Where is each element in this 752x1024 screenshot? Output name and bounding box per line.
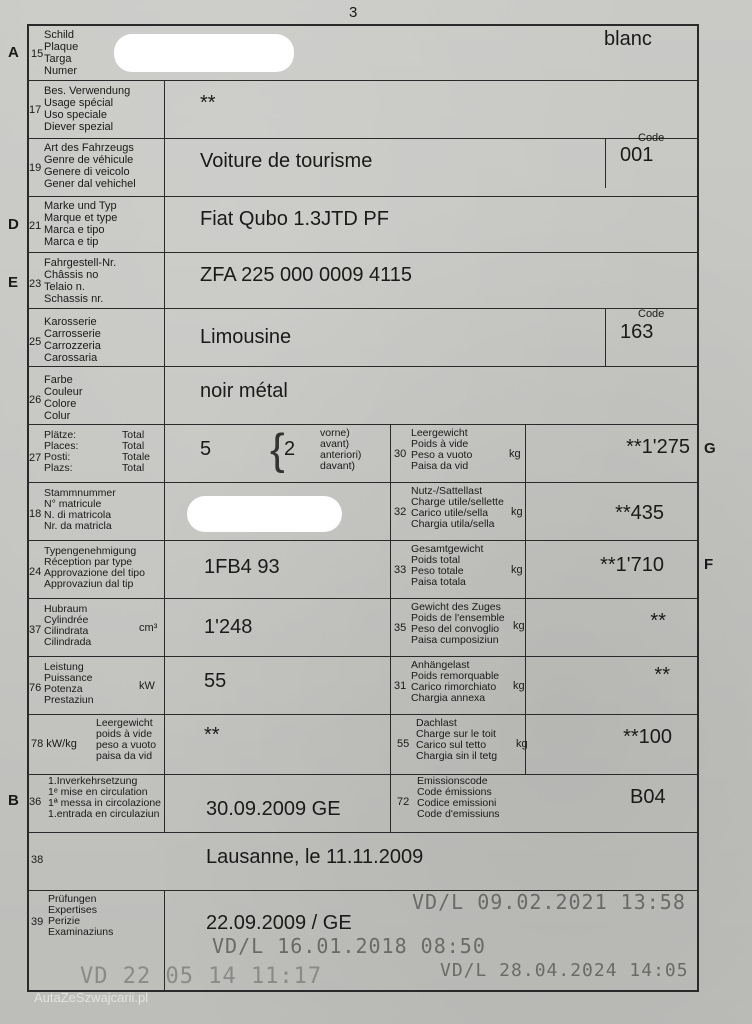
field-number-17: 17 <box>29 104 42 116</box>
field-label-towing-weight: Anhängelast Poids remorquable Carico rimorchiato Chargia annexa <box>411 659 500 704</box>
seats-brace: { <box>270 425 285 474</box>
make-model-value: Fiat Qubo 1.3JTD PF <box>200 208 389 230</box>
field-label-master-number: Stammnummer N° matricule N. di matricola Nr. da matricla <box>44 487 116 532</box>
vehicle-type-code-label: Code <box>638 132 665 144</box>
roof-load-value: **100 <box>623 726 672 748</box>
page-number: 3 <box>349 4 358 21</box>
field-label-body: Karosserie Carrosserie Carrozzeria Carossaria <box>44 316 101 364</box>
seats-front-value: 2 <box>284 438 296 460</box>
field-label-seats-front: vorne) avant) anteriori) davant) <box>320 427 362 472</box>
side-letter-f: F <box>704 556 714 573</box>
power-unit: kW <box>139 680 155 692</box>
field-number-30: 30 <box>394 448 407 460</box>
field-number-55: 55 <box>397 738 410 750</box>
vehicle-type-value: Voiture de tourisme <box>200 150 373 172</box>
field-label-color: Farbe Couleur Colore Colur <box>44 374 83 422</box>
field-number-38: 38 <box>31 854 44 866</box>
field-number-18: 18 <box>29 508 42 520</box>
special-use-value: ** <box>200 92 216 114</box>
seats-total-value: 5 <box>200 438 212 460</box>
field-label-roof-load: Dachlast Charge sur le toit Carico sul tetto Chargia sin il tetg <box>416 717 498 762</box>
empty-weight-unit: kg <box>509 448 521 460</box>
field-label-special-use: Bes. Verwendung Usage spécial Uso speciale Diever spezial <box>44 85 131 133</box>
row-divider <box>27 832 699 833</box>
displacement-unit: cm³ <box>139 622 158 634</box>
body-value: Limousine <box>200 326 292 348</box>
type-approval-value: 1FB4 93 <box>204 556 280 578</box>
field-label-seats-total: Total Total Totale Total <box>122 429 151 474</box>
field-label-emission-code: Emissionscode Code émissions Codice emissioni Code d'emissiuns <box>417 775 500 820</box>
total-weight-unit: kg <box>511 564 523 576</box>
field-number-72: 72 <box>397 796 410 808</box>
row-divider <box>27 598 699 599</box>
payload-unit: kg <box>511 506 523 518</box>
chassis-number-value: ZFA 225 000 0009 4115 <box>200 264 413 286</box>
payload-value: **435 <box>615 502 664 524</box>
row-divider <box>27 308 699 309</box>
row-divider <box>27 138 699 139</box>
row-divider <box>27 252 699 253</box>
field-label-power-to-weight: Leergewicht poids à vide peso a vuoto paisa da vid <box>96 717 157 762</box>
field-number-21: 21 <box>29 220 42 232</box>
field-number-24: 24 <box>29 566 42 578</box>
redacted-plate-number <box>114 34 294 72</box>
plate-color-value: blanc <box>604 28 652 50</box>
row-divider <box>27 714 699 715</box>
field-label-displacement: Hubraum Cylindrée Cilindrata Cilindrada <box>44 603 92 648</box>
inspection-value: 22.09.2009 / GE <box>206 912 352 934</box>
field-number-33: 33 <box>394 564 407 576</box>
side-letter-a: A <box>8 44 19 61</box>
body-code-label: Code <box>638 308 665 320</box>
code-box-divider <box>605 138 606 188</box>
watermark: AutaZeSzwajcarii.pl <box>34 990 149 1005</box>
field-label-train-weight: Gewicht des Zuges Poids de l'ensemble Peso del convoglio Paisa cumposiziun <box>411 601 505 646</box>
field-label-power: Leistung Puissance Potenza Prestaziun <box>44 661 94 706</box>
field-label-plate: Schild Plaque Targa Numer <box>44 29 79 77</box>
inspection-stamp-2021: VD/L 09.02.2021 13:58 <box>412 890 686 914</box>
side-letter-b: B <box>8 792 19 809</box>
side-letter-g: G <box>704 440 716 457</box>
field-number-31: 31 <box>394 680 407 692</box>
roof-load-unit: kg <box>516 738 528 750</box>
empty-weight-value: **1'275 <box>626 436 690 458</box>
field-number-78: 78 kW/kg <box>31 738 77 750</box>
displacement-value: 1'248 <box>204 616 253 638</box>
row-divider <box>27 366 699 367</box>
field-label-make-model: Marke und Typ Marque et type Marca e tipo Marca e tip <box>44 200 118 248</box>
field-number-35: 35 <box>394 622 407 634</box>
inspection-stamp-2014: VD 22 05 14 11:17 <box>80 964 323 989</box>
row-divider <box>27 482 699 483</box>
field-label-total-weight: Gesamtgewicht Poids total Peso totale Paisa totala <box>411 543 484 588</box>
field-number-32: 32 <box>394 506 407 518</box>
right-border <box>697 24 699 992</box>
field-label-inspections: Prüfungen Expertises Perizie Examinaziuns <box>48 893 114 938</box>
field-label-empty-weight: Leergewicht Poids à vide Peso a vuoto Paisa da vid <box>411 427 473 472</box>
row-divider <box>27 540 699 541</box>
field-number-26: 26 <box>29 394 42 406</box>
field-label-vehicle-type: Art des Fahrzeugs Genre de véhicule Genere di veicolo Gener dal vehichel <box>44 142 136 190</box>
train-weight-unit: kg <box>513 620 525 632</box>
field-number-15: 15 <box>31 48 44 60</box>
label-column-divider <box>164 80 165 832</box>
row-divider <box>27 196 699 197</box>
color-value: noir métal <box>200 380 288 402</box>
field-label-seats: Plätze: Places: Posti: Plazs: <box>44 429 79 474</box>
towing-weight-value: ** <box>654 664 670 686</box>
field-number-23: 23 <box>29 278 42 290</box>
field-label-payload: Nutz-/Sattellast Charge utile/sellette Carico utile/sella Chargia utila/sella <box>411 485 504 530</box>
field-label-type-approval: Typengenehmigung Réception par type Approvazione del tipo Approvaziun dal tip <box>44 545 145 590</box>
field-number-76: 76 <box>29 682 42 694</box>
field-number-25: 25 <box>29 336 42 348</box>
side-letter-e: E <box>8 274 19 291</box>
place-date-value: Lausanne, le 11.11.2009 <box>206 846 424 868</box>
towing-weight-unit: kg <box>513 680 525 692</box>
emission-code-value: B04 <box>630 786 666 808</box>
field-number-37: 37 <box>29 624 42 636</box>
row-divider <box>27 656 699 657</box>
row-divider <box>27 80 699 81</box>
vehicle-type-code-value: 001 <box>620 144 654 166</box>
side-letter-d: D <box>8 216 19 233</box>
train-weight-value: ** <box>650 610 666 632</box>
middle-label-divider <box>525 424 526 774</box>
field-number-27: 27 <box>29 452 42 464</box>
body-code-value: 163 <box>620 321 654 343</box>
field-number-36: 36 <box>29 796 42 808</box>
field-label-first-registration: 1.Inverkehrsetzung 1ᵉ mise en circulation 1ª messa in circolazione 1.entrada en circulaziun <box>48 775 162 820</box>
redacted-master-number <box>187 496 342 532</box>
field-label-chassis: Fahrgestell-Nr. Châssis no Telaio n. Schassis nr. <box>44 257 117 305</box>
field-number-19: 19 <box>29 162 42 174</box>
power-value: 55 <box>204 670 227 692</box>
field-number-39: 39 <box>31 916 44 928</box>
power-to-weight-value: ** <box>204 724 220 746</box>
inspection-stamp-2018: VD/L 16.01.2018 08:50 <box>212 934 486 958</box>
total-weight-value: **1'710 <box>600 554 664 576</box>
row-divider <box>27 424 699 425</box>
inspection-stamp-2024: VD/L 28.04.2024 14:05 <box>440 960 689 981</box>
top-border <box>27 24 699 26</box>
code-box-divider <box>605 308 606 366</box>
middle-column-divider <box>390 424 391 832</box>
first-registration-value: 30.09.2009 GE <box>206 798 341 820</box>
